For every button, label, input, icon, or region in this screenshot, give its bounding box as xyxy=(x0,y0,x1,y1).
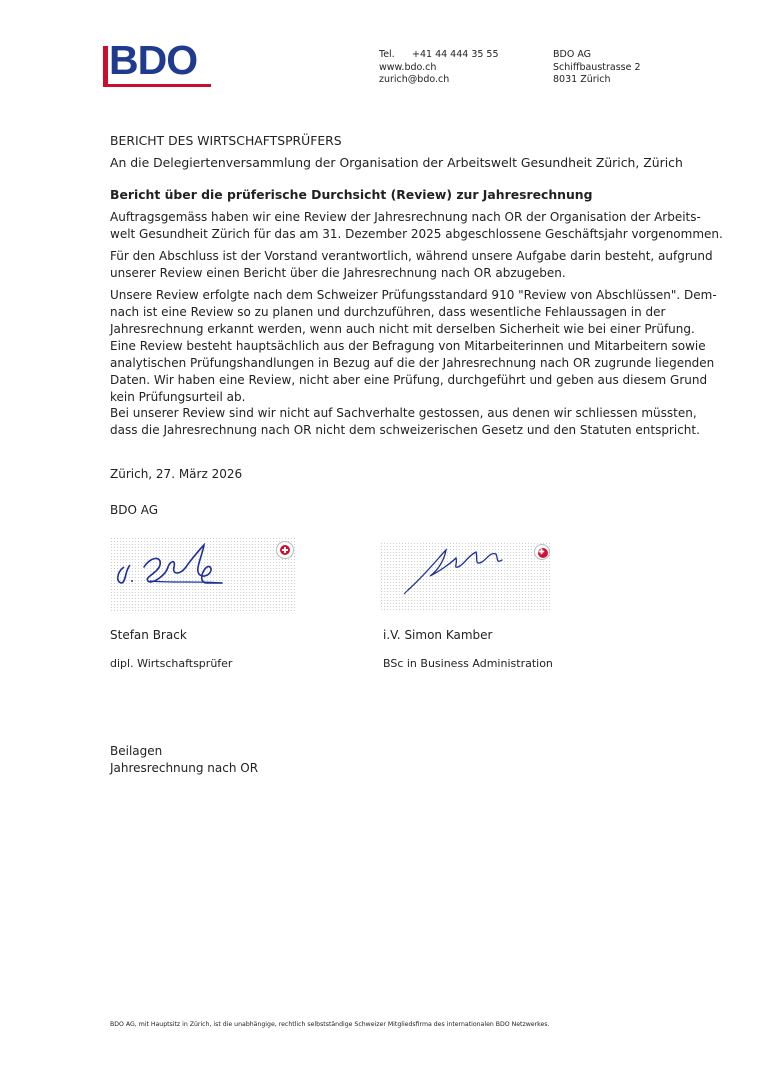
paragraph-2 xyxy=(110,248,713,282)
city: 8031 Zürich xyxy=(553,74,611,85)
text-line: nach ist eine Review so zu planen und durchzuführen, dass wesentliche Fehlaussagen in der xyxy=(110,305,666,319)
logo-bar xyxy=(103,46,108,84)
attachments-label: Beilagen xyxy=(110,744,163,758)
address-block xyxy=(553,49,641,87)
tel-label: Tel. xyxy=(379,49,395,60)
email: zurich@bdo.ch xyxy=(379,74,450,85)
text-line: Daten. Wir haben eine Review, nicht aber eine Prüfung, durchgeführt und geben aus diesem Grund xyxy=(110,373,708,387)
firm-name: BDO AG xyxy=(110,503,159,517)
logo-underline xyxy=(103,84,211,87)
text-line: Unsere Review erfolgte nach dem Schweizer Prüfungsstandard 910 "Review von Abschlüssen". Dem- xyxy=(110,288,717,302)
text-line: unserer Review einen Bericht über die Jahresrechnung nach OR abzugeben. xyxy=(110,266,566,280)
footer-note: BDO AG, mit Hauptsitz in Zürich, ist die unabhängige, rechtlich selbstständige Schweizer Mitgliedsfirma des internationalen BDO Netzwerkes. xyxy=(110,1021,550,1028)
text-line: analytischen Prüfungshandlungen in Bezug auf die der Jahresrechnung nach OR zugrunde liegenden xyxy=(110,356,715,370)
paragraph-4 xyxy=(110,405,700,439)
text-line: Auftragsgemäss haben wir eine Review der Jahresrechnung nach OR der Organisation der Arbeits- xyxy=(110,210,701,224)
website: www.bdo.ch xyxy=(379,61,437,73)
company-name: BDO AG xyxy=(553,49,592,60)
addressee: An die Delegiertenversammlung der Organisation der Arbeitswelt Gesundheit Zürich, Zürich xyxy=(110,155,683,170)
handwritten-signature-2 xyxy=(380,542,552,612)
text-line: Für den Abschluss ist der Vorstand verantwortlich, während unsere Aufgabe darin besteht, aufgrund xyxy=(110,249,713,263)
paragraph-3 xyxy=(110,287,717,406)
text-line: Bei unserer Review sind wir nicht auf Sachverhalte gestossen, aus denen wir schliessen müssten, xyxy=(110,406,697,420)
logo-text: BDO xyxy=(109,37,198,83)
signatory-2-title: BSc in Business Administration xyxy=(383,657,553,670)
street: Schiffbaustrasse 2 xyxy=(553,61,641,73)
paragraph-1 xyxy=(110,209,723,243)
text-line: dass die Jahresrechnung nach OR nicht dem schweizerischen Gesetz und den Statuten entspricht. xyxy=(110,423,700,437)
text-line: welt Gesundheit Zürich für das am 31. Dezember 2025 abgeschlossene Geschäftsjahr vorgenommen. xyxy=(110,227,723,241)
signature-box-1 xyxy=(110,537,295,611)
subheading: Bericht über die prüferische Durchsicht (Review) zur Jahresrechnung xyxy=(110,187,593,202)
tel-number: +41 44 444 35 55 xyxy=(412,49,499,60)
handwritten-signature-1 xyxy=(110,537,295,611)
text-line: Jahresrechnung erkannt werden, wenn auch nicht mit derselben Sicherheit wie bei einer Prüfung. xyxy=(110,322,695,336)
signature-box-2 xyxy=(380,542,552,612)
signatory-1-title: dipl. Wirtschaftsprüfer xyxy=(110,657,233,670)
place-date: Zürich, 27. März 2026 xyxy=(110,467,243,481)
bdo-logo xyxy=(103,37,213,86)
attachment-item: Jahresrechnung nach OR xyxy=(110,761,259,775)
signatory-1-name: Stefan Brack xyxy=(110,628,187,642)
contact-block xyxy=(379,49,499,87)
report-title: BERICHT DES WIRTSCHAFTSPRÜFERS xyxy=(110,133,342,148)
swiss-seal-icon xyxy=(276,541,294,559)
signatory-2-name: i.V. Simon Kamber xyxy=(383,628,493,642)
swiss-seal-icon xyxy=(534,544,550,560)
text-line: kein Prüfungsurteil ab. xyxy=(110,390,246,404)
text-line: Eine Review besteht hauptsächlich aus der Befragung von Mitarbeiterinnen und Mitarbeitern sowie xyxy=(110,339,706,353)
